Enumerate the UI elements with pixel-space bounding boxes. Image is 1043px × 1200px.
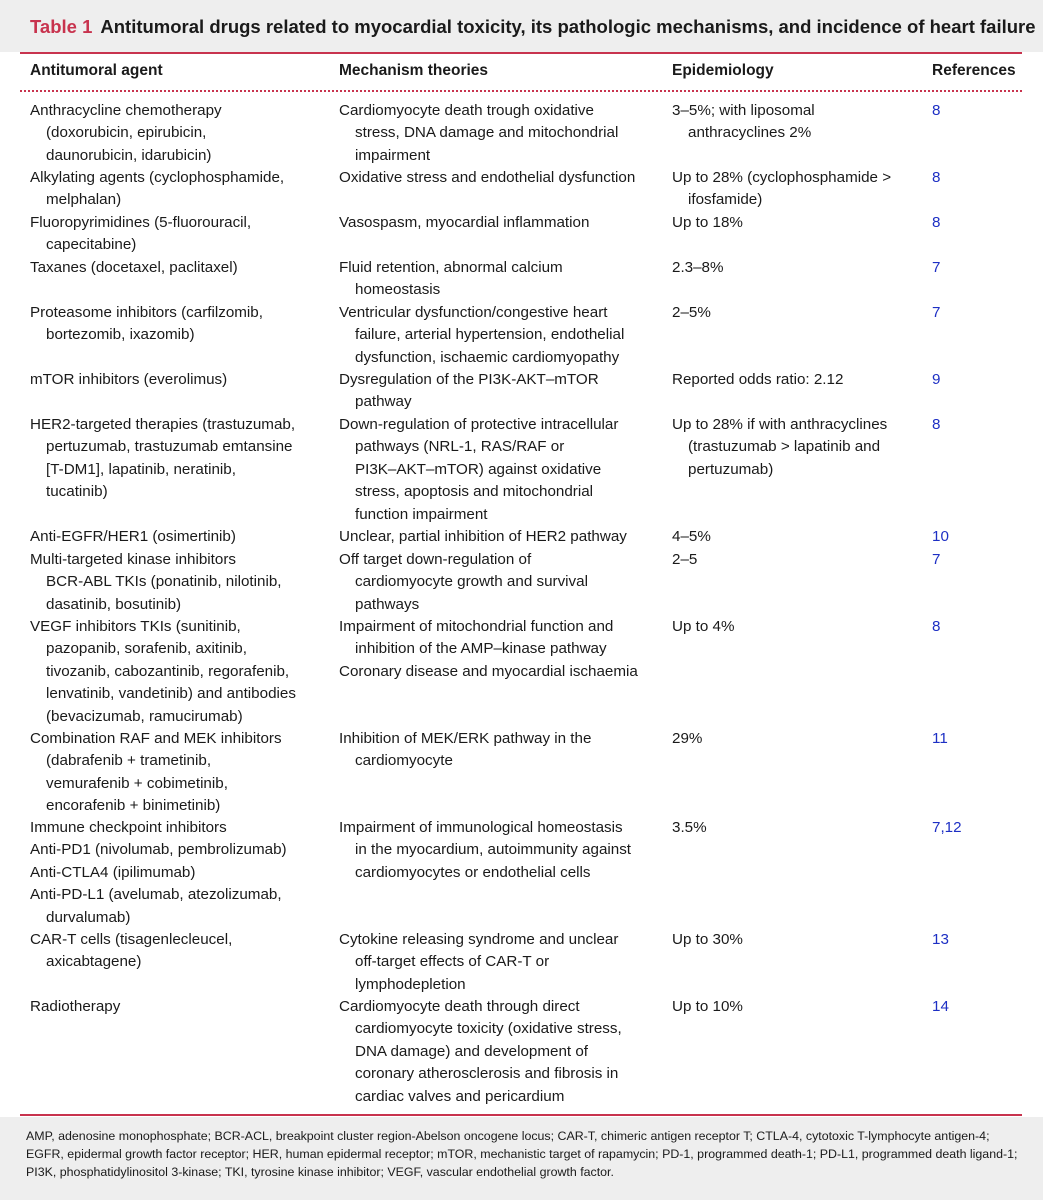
agent-cell-line: (dabrafenib + trametinib, [46, 752, 212, 770]
epidemiology-cell-line: Up to 30% [672, 931, 743, 948]
epidemiology-cell [672, 549, 922, 571]
epidemiology-cell-line: Up to 10% [672, 998, 743, 1015]
title-bar [0, 0, 1043, 52]
mechanism-cell-line: PI3K–AKT–mTOR) against oxidative [355, 460, 602, 478]
agent-cell [30, 616, 330, 728]
agent-cell-line: (bevacizumab, ramucirumab) [46, 707, 243, 725]
mechanism-cell [339, 369, 659, 414]
agent-cell-line: melphalan) [46, 191, 122, 209]
agent-cell-line: durvalumab) [46, 908, 131, 926]
epidemiology-cell [672, 817, 922, 839]
epidemiology-cell-line: anthracyclines 2% [688, 124, 812, 142]
mechanism-cell [339, 100, 659, 167]
epidemiology-cell-line: Up to 18% [672, 214, 743, 231]
agent-cell-line: vemurafenib + cobimetinib, [46, 774, 228, 792]
mechanism-cell [339, 616, 659, 683]
agent-cell-line: capecitabine) [46, 236, 137, 254]
agent-cell [30, 369, 330, 391]
agent-cell-line: Anti-PD-L1 (avelumab, atezolizumab, [30, 886, 282, 904]
agent-cell-line: Radiotherapy [30, 998, 121, 1015]
mechanism-cell [339, 728, 659, 773]
epidemiology-cell [672, 526, 922, 548]
agent-cell-line: BCR-ABL TKIs (ponatinib, nilotinib, [46, 573, 282, 591]
header-epidemiology: Epidemiology [672, 62, 774, 79]
mechanism-cell-line: pathways [355, 595, 420, 613]
agent-cell-line: daunorubicin, idarubicin) [46, 146, 212, 164]
mechanism-cell-line: cardiomyocyte growth and survival [355, 573, 588, 591]
mechanism-cell [339, 414, 659, 526]
agent-cell-line: Anti-PD1 (nivolumab, pembrolizumab) [30, 841, 287, 859]
epidemiology-cell [672, 728, 922, 750]
epidemiology-cell-line: 2–5% [672, 304, 711, 321]
reference-link[interactable]: 14 [932, 998, 949, 1015]
agent-cell [30, 167, 330, 212]
agent-cell [30, 302, 330, 347]
agent-cell-line: Alkylating agents (cyclophosphamide, [30, 169, 285, 186]
reference-link[interactable]: 7 [932, 551, 941, 568]
reference-link[interactable]: 8 [932, 214, 941, 231]
agent-cell [30, 817, 330, 929]
epidemiology-cell [672, 302, 922, 324]
mechanism-cell-line: Fluid retention, abnormal calcium [339, 259, 563, 276]
mechanism-cell-line: off-target effects of CAR-T or [355, 953, 550, 971]
epidemiology-cell [672, 414, 922, 481]
agent-cell-line: tucatinib) [46, 483, 108, 501]
epidemiology-cell-line: 4–5% [672, 528, 711, 545]
epidemiology-cell [672, 212, 922, 234]
agent-cell-line: [T-DM1], lapatinib, neratinib, [46, 460, 236, 478]
epidemiology-cell [672, 929, 922, 951]
mechanism-cell-line: stress, DNA damage and mitochondrial [355, 124, 619, 142]
agent-cell-line: Multi-targeted kinase inhibitors [30, 551, 236, 568]
agent-cell [30, 728, 330, 818]
mechanism-cell-line: in the myocardium, autoimmunity against [355, 841, 632, 859]
epidemiology-cell-line: pertuzumab) [688, 460, 774, 478]
header-agent: Antitumoral agent [30, 62, 163, 79]
agent-cell-line: Anthracycline chemotherapy [30, 102, 222, 119]
header-references: References [932, 62, 1016, 79]
agent-cell [30, 996, 330, 1018]
reference-link[interactable]: 8 [932, 416, 941, 433]
mechanism-cell-line: Cardiomyocyte death through direct [339, 998, 580, 1015]
agent-cell-line: bortezomib, ixazomib) [46, 326, 195, 344]
mechanism-cell [339, 817, 659, 884]
mechanism-cell-line: DNA damage) and development of [355, 1042, 589, 1060]
agent-cell-line: Proteasome inhibitors (carfilzomib, [30, 304, 263, 321]
agent-cell-line: CAR-T cells (tisagenlecleucel, [30, 931, 233, 948]
reference-link[interactable]: 8 [932, 169, 941, 186]
mechanism-cell-line: cardiomyocytes or endothelial cells [355, 863, 591, 881]
mechanism-cell-line: Oxidative stress and endothelial dysfunction [339, 169, 636, 186]
agent-cell-line: Anti-EGFR/HER1 (osimertinib) [30, 528, 236, 545]
epidemiology-cell [672, 257, 922, 279]
reference-link[interactable]: 7 [932, 259, 941, 276]
top-rule [20, 52, 1022, 54]
agent-cell-line: Fluoropyrimidines (5-fluorouracil, [30, 214, 252, 231]
reference-link[interactable]: 7,12 [932, 819, 962, 836]
mechanism-cell-line: lymphodepletion [355, 975, 466, 993]
agent-cell-line: Taxanes (docetaxel, paclitaxel) [30, 259, 238, 276]
mechanism-cell-line: cardiac valves and pericardium [355, 1087, 565, 1105]
agent-cell-line: Anti-CTLA4 (ipilimumab) [30, 863, 196, 881]
mechanism-cell-line: Dysregulation of the PI3K-AKT–mTOR [339, 371, 599, 388]
reference-link[interactable]: 8 [932, 102, 941, 119]
table-title [30, 16, 1036, 38]
agent-cell-line: pertuzumab, trastuzumab emtansine [46, 438, 293, 456]
agent-cell [30, 526, 330, 548]
agent-cell [30, 212, 330, 257]
agent-cell-line: (doxorubicin, epirubicin, [46, 124, 207, 142]
mechanism-cell [339, 167, 659, 189]
agent-cell [30, 414, 330, 504]
agent-cell-line: VEGF inhibitors TKIs (sunitinib, [30, 618, 241, 635]
agent-cell-line: dasatinib, bosutinib) [46, 595, 182, 613]
mechanism-cell-line: cardiomyocyte [355, 752, 453, 770]
agent-cell-line: mTOR inhibitors (everolimus) [30, 371, 228, 388]
agent-cell [30, 100, 330, 167]
bottom-rule [20, 1114, 1022, 1116]
header-mechanism: Mechanism theories [339, 62, 489, 79]
epidemiology-cell-line: Up to 28% if with anthracyclines [672, 416, 888, 433]
epidemiology-cell-line: 2–5 [672, 551, 698, 568]
mechanism-cell [339, 996, 659, 1108]
mechanism-cell [339, 302, 659, 369]
agent-cell [30, 257, 330, 279]
mechanism-cell [339, 549, 659, 616]
mechanism-cell-line: coronary atherosclerosis and fibrosis in [355, 1065, 619, 1083]
epidemiology-cell-line: 29% [672, 730, 703, 747]
table-caption: Antitumoral drugs related to myocardial toxicity, its pathologic mechanisms, and incidence of heart failure [100, 16, 1036, 37]
epidemiology-cell-line: 2.3–8% [672, 259, 724, 276]
agent-cell-line: encorafenib + binimetinib) [46, 797, 221, 815]
reference-link[interactable]: 11 [932, 730, 948, 747]
mechanism-cell-line: pathways (NRL-1, RAS/RAF or [355, 438, 565, 456]
epidemiology-cell-line: Up to 4% [672, 618, 735, 635]
epidemiology-cell [672, 100, 922, 145]
agent-cell-line: axicabtagene) [46, 953, 142, 971]
mechanism-cell-line: Impairment of immunological homeostasis [339, 819, 623, 836]
mechanism-cell-line: pathway [355, 393, 412, 411]
epidemiology-cell [672, 996, 922, 1018]
mechanism-cell-line: Inhibition of MEK/ERK pathway in the [339, 730, 592, 747]
mechanism-cell-line: dysfunction, ischaemic cardiomyopathy [355, 348, 620, 366]
footnote-text: AMP, adenosine monophosphate; BCR-ACL, breakpoint cluster region-Abelson oncogene locus; CAR-T, chimeric antigen receptor T; CTLA-4, cytotoxic T-lymphocyte antigen-4; EGFR, epidermal growth factor receptor; HER, human epidermal receptor; mTOR, mechanistic target of rapamycin; PD-1, programmed death-1; PD-L1, programmed death ligand-1; PI3K, phosphatidylinositol 3-kinase; TKI, tyrosine kinase inhibitor; VEGF, vascular endothelial growth factor. [26, 1129, 1018, 1179]
reference-link[interactable]: 13 [932, 931, 949, 948]
agent-cell-line: Combination RAF and MEK inhibitors [30, 730, 282, 747]
mechanism-cell-line: function impairment [355, 505, 488, 523]
epidemiology-cell [672, 167, 922, 212]
reference-link[interactable]: 8 [932, 618, 941, 635]
header-divider [20, 90, 1022, 92]
epidemiology-cell-line: ifosfamide) [688, 191, 763, 209]
mechanism-cell-line: Cytokine releasing syndrome and unclear [339, 931, 619, 948]
mechanism-cell-line: Vasospasm, myocardial inflammation [339, 214, 590, 231]
mechanism-cell-line: stress, apoptosis and mitochondrial [355, 483, 594, 501]
epidemiology-cell-line: 3–5%; with liposomal [672, 102, 815, 119]
agent-cell [30, 929, 330, 974]
mechanism-cell [339, 526, 659, 548]
epidemiology-cell-line: 3.5% [672, 819, 707, 836]
agent-cell-line: pazopanib, sorafenib, axitinib, [46, 640, 247, 658]
epidemiology-cell-line: (trastuzumab > lapatinib and [688, 438, 881, 456]
table-number: Table 1 [30, 16, 93, 37]
reference-link[interactable]: 10 [932, 528, 949, 545]
mechanism-cell [339, 257, 659, 302]
agent-cell-line: tivozanib, cabozantinib, regorafenib, [46, 662, 290, 680]
mechanism-cell-line: Ventricular dysfunction/congestive heart [339, 304, 608, 321]
agent-cell-line: HER2-targeted therapies (trastuzumab, [30, 416, 296, 433]
mechanism-cell-line: Cardiomyocyte death trough oxidative [339, 102, 594, 119]
mechanism-cell-line: inhibition of the AMP–kinase pathway [355, 640, 607, 658]
mechanism-cell [339, 929, 659, 996]
reference-link[interactable]: 9 [932, 371, 941, 388]
reference-link[interactable]: 7 [932, 304, 941, 321]
epidemiology-cell-line: Reported odds ratio: 2.12 [672, 371, 844, 388]
mechanism-cell-line: impairment [355, 146, 431, 164]
mechanism-cell-line: Coronary disease and myocardial ischaemia [339, 662, 638, 680]
epidemiology-cell [672, 369, 922, 391]
mechanism-cell-line: Off target down-regulation of [339, 551, 532, 568]
mechanism-cell [339, 212, 659, 234]
agent-cell [30, 549, 330, 616]
footnote-box [0, 1117, 1043, 1200]
mechanism-cell-line: failure, arterial hypertension, endothelial [355, 326, 625, 344]
agent-cell-line: Immune checkpoint inhibitors [30, 819, 227, 836]
mechanism-cell-line: Impairment of mitochondrial function and [339, 618, 614, 635]
mechanism-cell-line: Unclear, partial inhibition of HER2 pathway [339, 528, 627, 545]
epidemiology-cell [672, 616, 922, 638]
agent-cell-line: lenvatinib, vandetinib) and antibodies [46, 685, 296, 703]
mechanism-cell-line: homeostasis [355, 281, 441, 299]
mechanism-cell-line: cardiomyocyte toxicity (oxidative stress, [355, 1020, 622, 1038]
mechanism-cell-line: Down-regulation of protective intracellular [339, 416, 619, 433]
epidemiology-cell-line: Up to 28% (cyclophosphamide > [672, 169, 892, 186]
